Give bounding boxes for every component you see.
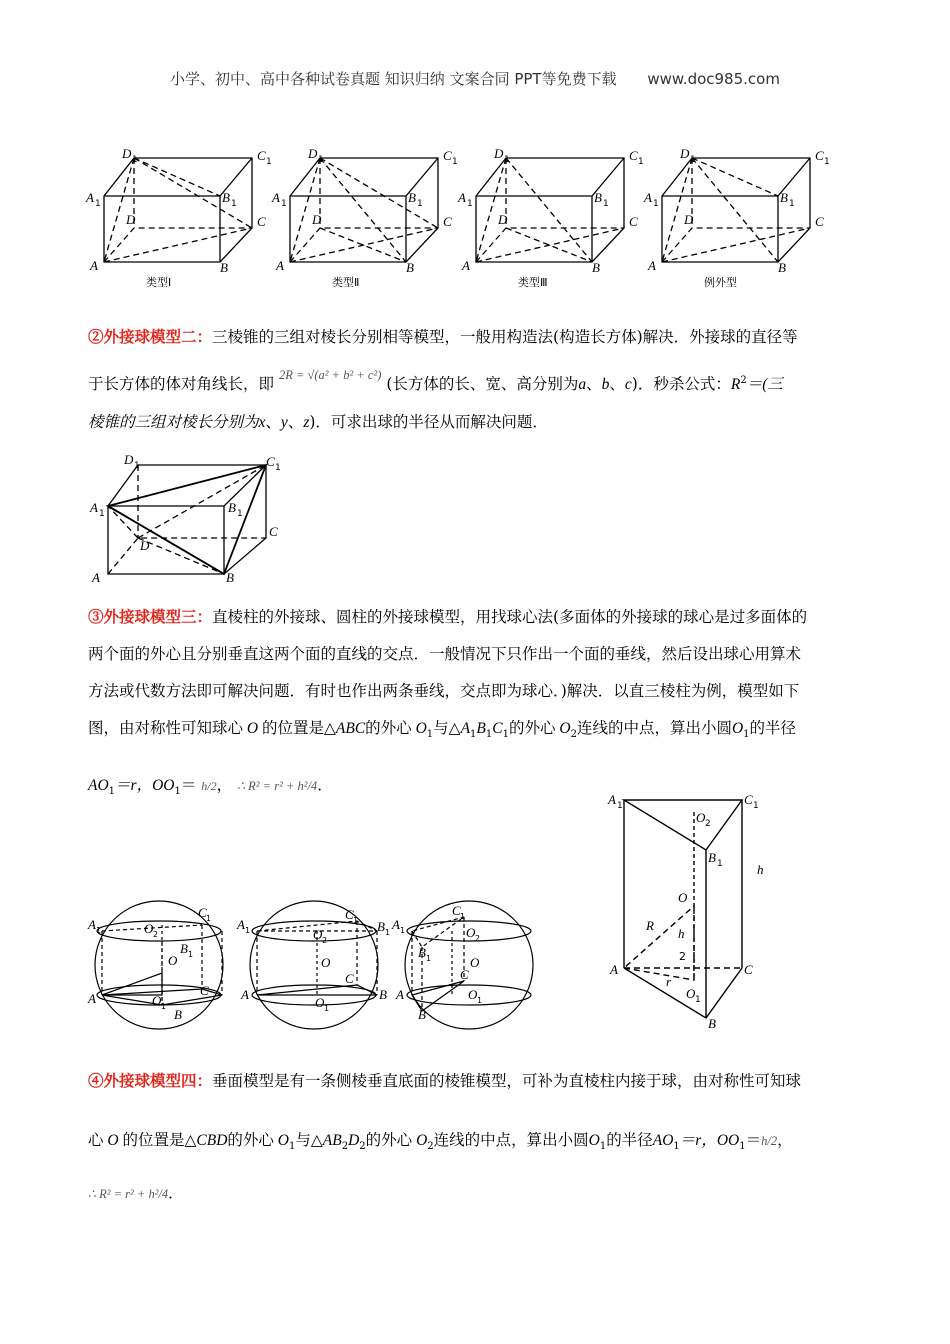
box-type-4: [662, 158, 810, 262]
section-4-title: ④外接球模型四：: [88, 1071, 213, 1090]
tetrahedron-box-figure: [86, 450, 296, 585]
svg-text:A: A: [86, 190, 94, 205]
svg-text:2: 2: [153, 930, 159, 939]
svg-text:A: A: [396, 987, 404, 1002]
right-prism-figure: [602, 790, 782, 1035]
svg-text:O: O: [470, 955, 480, 970]
svg-text:1: 1: [400, 926, 406, 935]
section-3-line-3: 方法或代数方法即可解决问题．有时也作出两条垂线，交点即为球心．)解决．以直三棱柱为例，模型如下: [88, 682, 800, 700]
svg-text:1: 1: [245, 926, 251, 935]
svg-text:C: C: [443, 214, 452, 229]
svg-text:C: C: [460, 967, 469, 982]
svg-text:1: 1: [477, 996, 483, 1005]
svg-text:1: 1: [206, 914, 212, 923]
svg-text:1: 1: [231, 199, 237, 209]
svg-text:C: C: [266, 454, 275, 469]
svg-text:R: R: [646, 918, 654, 933]
svg-text:O: O: [468, 987, 478, 1002]
svg-text:1: 1: [695, 995, 701, 1005]
svg-text:B: B: [220, 260, 228, 275]
svg-text:C: C: [257, 214, 266, 229]
svg-text:h: h: [757, 862, 764, 877]
svg-text:A: A: [88, 991, 96, 1006]
box2-labels: [271, 146, 458, 275]
svg-text:1: 1: [452, 157, 458, 167]
svg-text:1: 1: [638, 157, 644, 167]
header-text: 小学、初中、高中各种试卷真题 知识归纳 文案合同 PPT等免费下载: [170, 70, 617, 88]
svg-text:C: C: [345, 971, 354, 986]
svg-text:B: B: [406, 260, 414, 275]
box3-labels: [457, 146, 644, 275]
section-2: ②外接球模型二：三棱锥的三组对棱长分别相等模型，一般用构造法(构造长方体)解决．外接球的直径等 于长方体的体对角线长，即 $^{2R = √(a^2 + b^2 + c^2)}$ (长方体的长、宽、高分别为a、b、c)．秒杀公式：$R^2=$(三 棱锥的三组对棱长分别为x、y、z)．可求出球的半径从而解决问题．: [88, 327, 798, 432]
spheres-figure: [82, 895, 542, 1040]
svg-text:A: A: [90, 258, 98, 273]
svg-text:D: D: [312, 212, 322, 227]
svg-text:2: 2: [322, 936, 328, 945]
svg-text:A: A: [462, 258, 470, 273]
box-type-1: [104, 158, 252, 262]
svg-text:2: 2: [475, 934, 481, 943]
sphere-2: [250, 901, 378, 1029]
svg-text:C: C: [345, 907, 354, 922]
section-4-radius-formula: ∴ R² = r² + h²/4: [88, 1187, 169, 1202]
section-2-title: ②外接球模型二：: [88, 327, 213, 346]
svg-text:1: 1: [460, 912, 466, 921]
svg-text:h: h: [678, 926, 685, 941]
svg-text:O: O: [321, 955, 331, 970]
svg-text:A: A: [241, 987, 249, 1002]
svg-text:B: B: [379, 987, 387, 1002]
svg-text:1: 1: [134, 461, 140, 471]
svg-text:D: D: [498, 212, 508, 227]
svg-text:1: 1: [95, 199, 101, 209]
svg-text:B: B: [222, 190, 230, 205]
svg-text:B: B: [377, 919, 385, 934]
svg-text:1: 1: [161, 1002, 167, 1011]
prism-radius-formula: ∴ R² = r² + h²/4: [237, 779, 318, 794]
svg-text:C: C: [629, 148, 638, 163]
svg-text:2: 2: [679, 950, 686, 963]
svg-text:A: A: [392, 917, 400, 932]
svg-text:B: B: [180, 941, 188, 956]
svg-text:1: 1: [504, 155, 510, 165]
svg-text:A: A: [648, 258, 656, 273]
diagonal-formula: 2R = √(a² + b² + c²): [278, 368, 382, 383]
svg-text:1: 1: [417, 199, 423, 209]
svg-text:B: B: [226, 570, 234, 585]
section-2-line-2a: 于长方体的体对角线长，即: [88, 375, 275, 394]
svg-text:B: B: [592, 260, 600, 275]
svg-text:C: C: [815, 214, 824, 229]
svg-text:1: 1: [789, 199, 795, 209]
section-4: ④外接球模型四：垂面模型是有一条侧棱垂直底面的棱锥模型，可补为直棱柱内接于球，由对称性可知球 心 O 的位置是△CBD的外心 $O_1$与$\triangle AB_2D_2$的外心 $O_2$连线的中点，算出小圆$O_1$的半径$AO_1=r$，$OO_1=h/2$， ∴ R² = r² + h²/4．: [88, 1071, 802, 1203]
svg-text:1: 1: [824, 157, 830, 167]
box-type-3: [476, 158, 624, 262]
svg-text:A: A: [90, 500, 98, 515]
svg-text:1: 1: [385, 928, 391, 937]
svg-text:O: O: [686, 986, 696, 1001]
section-2-line-1: 三棱锥的三组对棱长分别相等模型，一般用构造法(构造长方体)解决．外接球的直径等: [212, 328, 798, 346]
svg-text:B: B: [228, 500, 236, 515]
svg-text:1: 1: [690, 155, 696, 165]
svg-text:C: C: [744, 792, 753, 807]
box4-labels: [643, 146, 830, 275]
svg-text:O: O: [168, 953, 178, 968]
svg-text:A: A: [272, 190, 280, 205]
svg-text:1: 1: [318, 155, 324, 165]
svg-text:A: A: [88, 917, 96, 932]
svg-text:D: D: [140, 538, 150, 553]
svg-text:D: D: [308, 146, 318, 161]
svg-text:O: O: [313, 927, 323, 942]
svg-text:1: 1: [426, 954, 432, 963]
box-figures-row: [82, 140, 830, 300]
svg-text:C: C: [200, 983, 209, 998]
svg-text:1: 1: [753, 801, 759, 811]
svg-text:A: A: [610, 962, 618, 977]
svg-text:A: A: [608, 792, 616, 807]
svg-text:D: D: [122, 146, 132, 161]
box-figures-svg: [82, 140, 830, 300]
svg-text:C: C: [452, 903, 461, 918]
box-type-2: [290, 158, 438, 262]
caption-type-1: 类型Ⅰ: [146, 276, 172, 289]
svg-text:C: C: [198, 905, 207, 920]
svg-text:A: A: [92, 570, 100, 585]
svg-text:D: D: [680, 146, 690, 161]
svg-text:1: 1: [99, 509, 105, 519]
sphere-1: [95, 901, 223, 1029]
svg-text:B: B: [780, 190, 788, 205]
svg-text:C: C: [629, 214, 638, 229]
svg-text:B: B: [408, 190, 416, 205]
svg-text:C: C: [269, 524, 278, 539]
svg-text:C: C: [257, 148, 266, 163]
svg-text:1: 1: [353, 916, 359, 925]
svg-text:B: B: [418, 1007, 426, 1022]
svg-text:1: 1: [275, 463, 281, 473]
svg-text:D: D: [494, 146, 504, 161]
svg-text:1: 1: [324, 1004, 330, 1013]
section-3: ③外接球模型三：直棱柱的外接球、圆柱的外接球模型，用找球心法(多面体的外接球的球心是过多面体的 两个面的外心且分别垂直这两个面的直线的交点．一般情况下只作出一个面的垂线，然后设出球心用算术 方法或代数方法即可解决问题．有时也作出两条垂线，交点即为球心．)解决．以直三棱柱为例，模型如下 图，由对称性可知球心 O 的位置是△ABC的外心 $O_1$与$\triangle A_1B_1C_1$的外心 $O_2$连线的中点，算出小圆$O_1$的半径 $AO_1=r$，$OO_1= h/2$， ∴ R² = r² + h²/4．: [88, 598, 863, 810]
svg-text:1: 1: [717, 859, 723, 869]
caption-type-2: 类型Ⅱ: [332, 276, 360, 289]
svg-text:O: O: [144, 921, 154, 936]
svg-text:A: A: [276, 258, 284, 273]
svg-text:C: C: [443, 148, 452, 163]
svg-text:1: 1: [281, 199, 287, 209]
section-3-line-2: 两个面的外心且分别垂直这两个面的直线的交点．一般情况下只作出一个面的垂线，然后设出球心用算术: [88, 645, 802, 663]
svg-text:1: 1: [653, 199, 659, 209]
section-3-title: ③外接球模型三：: [88, 607, 213, 626]
svg-text:2: 2: [705, 819, 711, 829]
svg-text:B: B: [418, 945, 426, 960]
caption-type-4: 例外型: [704, 276, 737, 289]
svg-text:1: 1: [617, 801, 623, 811]
svg-text:O: O: [696, 810, 706, 825]
svg-text:1: 1: [188, 950, 194, 959]
svg-text:r: r: [666, 974, 672, 989]
svg-text:B: B: [594, 190, 602, 205]
svg-text:1: 1: [96, 926, 102, 935]
caption-type-3: 类型Ⅲ: [518, 276, 548, 289]
svg-text:D: D: [126, 212, 136, 227]
svg-text:1: 1: [467, 199, 473, 209]
svg-text:1: 1: [603, 199, 609, 209]
page-header: [0, 68, 950, 89]
svg-text:B: B: [708, 850, 716, 865]
svg-text:O: O: [466, 925, 476, 940]
svg-text:C: C: [815, 148, 824, 163]
svg-text:A: A: [644, 190, 652, 205]
svg-text:O: O: [678, 890, 688, 905]
svg-text:1: 1: [237, 509, 243, 519]
box1-labels: [85, 146, 272, 275]
svg-text:1: 1: [132, 155, 138, 165]
svg-text:D: D: [684, 212, 694, 227]
svg-text:B: B: [778, 260, 786, 275]
prism-h-over-2: h/2: [201, 779, 217, 794]
svg-text:1: 1: [266, 157, 272, 167]
svg-text:C: C: [744, 962, 753, 977]
svg-text:O: O: [152, 993, 162, 1008]
svg-text:A: A: [458, 190, 466, 205]
header-site: www.doc985.com: [647, 70, 780, 88]
svg-text:B: B: [708, 1016, 716, 1031]
svg-text:A: A: [237, 917, 245, 932]
svg-text:B: B: [174, 1007, 182, 1022]
svg-text:D: D: [124, 452, 134, 467]
svg-text:O: O: [315, 995, 325, 1010]
